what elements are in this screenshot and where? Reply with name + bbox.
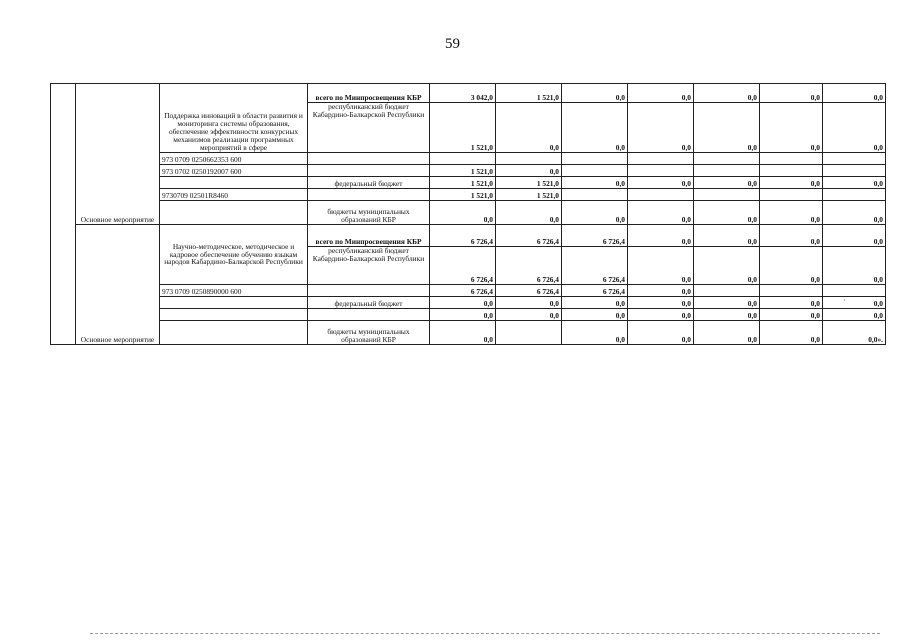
value-cell: 0,0	[496, 103, 562, 153]
funding-source	[308, 165, 430, 177]
value-cell: 0,0	[430, 321, 496, 345]
value-cell: 0,0	[562, 321, 628, 345]
value-cell: 0,0	[562, 297, 628, 309]
value-cell: 0,0	[823, 225, 886, 247]
value-cell	[760, 165, 823, 177]
value-cell: 0,0	[628, 225, 694, 247]
value-cell: 0,0	[823, 177, 886, 189]
block-label: Основное мероприятие	[76, 225, 160, 345]
block-description: Научно-методическое, методическое и кадровое обеспечение обучению языкам народов Кабардино-Балкарской Республики	[160, 225, 308, 285]
budget-code: 9730709 02501R8460	[160, 189, 308, 201]
value-cell	[823, 153, 886, 165]
value-cell: 0,0	[562, 177, 628, 189]
value-cell: 0,0	[694, 103, 760, 153]
value-cell: 0,0	[760, 297, 823, 309]
value-cell: 0,0	[496, 165, 562, 177]
value-cell: 0,0	[760, 321, 823, 345]
value-cell: 0,0	[628, 177, 694, 189]
budget-code-empty	[160, 201, 308, 225]
value-cell: 0,0	[694, 84, 760, 103]
value-cell	[628, 189, 694, 201]
budget-code-empty	[160, 297, 308, 309]
value-cell: 0,0	[496, 297, 562, 309]
table-row	[51, 285, 886, 297]
value-cell: 0,0	[628, 103, 694, 153]
funding-source: федеральный бюджет	[308, 297, 430, 309]
value-cell: 0,0	[562, 201, 628, 225]
value-cell	[823, 189, 886, 201]
value-cell: 0,0	[760, 309, 823, 321]
table-row	[51, 189, 886, 201]
funding-source	[308, 153, 430, 165]
table-row	[51, 165, 886, 177]
value-cell: 6 726,4	[430, 285, 496, 297]
table-row	[51, 309, 886, 321]
value-cell: 0,0	[562, 84, 628, 103]
value-cell: 6 726,4	[496, 225, 562, 247]
funding-source: бюджеты муниципальных образований КБР	[308, 321, 430, 345]
table-row	[51, 321, 886, 345]
value-cell: 0,0	[628, 321, 694, 345]
stray-mark: ·	[843, 296, 846, 305]
value-cell: 1 521,0	[496, 84, 562, 103]
value-cell: 0,0	[760, 103, 823, 153]
value-cell	[496, 153, 562, 165]
value-cell: 0,0».	[823, 321, 886, 345]
value-cell: 0,0	[562, 103, 628, 153]
value-cell: 6 726,4	[430, 247, 496, 285]
value-cell: 0,0	[694, 225, 760, 247]
value-cell: 6 726,4	[562, 285, 628, 297]
value-cell: 3 042,0	[430, 84, 496, 103]
value-cell: 0,0	[823, 309, 886, 321]
value-cell: 6 726,4	[562, 247, 628, 285]
value-cell: 0,0	[760, 201, 823, 225]
value-cell	[430, 153, 496, 165]
funding-source: республиканский бюджет Кабардино-Балкарской Республики	[308, 247, 430, 285]
value-cell: 0,0	[628, 201, 694, 225]
value-cell: 1 521,0	[430, 165, 496, 177]
value-cell: 0,0	[760, 225, 823, 247]
budget-code: 973 0709 0250890000 600	[160, 285, 308, 297]
value-cell	[694, 165, 760, 177]
funding-source	[308, 309, 430, 321]
budget-code-empty	[160, 177, 308, 189]
value-cell: 0,0	[562, 309, 628, 321]
value-cell: 0,0	[496, 201, 562, 225]
value-cell: 1 521,0	[430, 177, 496, 189]
value-cell: 1 521,0	[496, 189, 562, 201]
value-cell	[694, 285, 760, 297]
funding-source: республиканский бюджет Кабардино-Балкарской Республики	[308, 103, 430, 153]
value-cell: 0,0	[823, 84, 886, 103]
table-row	[51, 177, 886, 189]
budget-code-empty	[160, 321, 308, 345]
value-cell: 0,0	[628, 297, 694, 309]
value-cell	[628, 153, 694, 165]
value-cell: 0,0	[760, 84, 823, 103]
funding-source	[308, 285, 430, 297]
value-cell: 1 521,0	[496, 177, 562, 189]
value-cell: 6 726,4	[430, 225, 496, 247]
value-cell: 0,0	[694, 177, 760, 189]
funding-source: федеральный бюджет	[308, 177, 430, 189]
table-row	[51, 84, 886, 103]
value-cell: 0,0	[694, 321, 760, 345]
value-cell: 0,0	[628, 309, 694, 321]
budget-table	[50, 83, 886, 345]
table-row	[51, 225, 886, 247]
value-cell: 0,0	[823, 201, 886, 225]
value-cell: 0,0	[628, 285, 694, 297]
value-cell: 0,0	[694, 201, 760, 225]
value-cell	[760, 189, 823, 201]
value-cell	[694, 153, 760, 165]
value-cell: 6 726,4	[496, 285, 562, 297]
funding-source: всего по Минпросвещения КБР	[308, 84, 430, 103]
budget-code: 973 0709 0250662353 600	[160, 153, 308, 165]
value-cell: 1 521,0	[430, 189, 496, 201]
number-cell	[51, 84, 76, 345]
budget-code: 973 0702 0250192007 600	[160, 165, 308, 177]
value-cell	[628, 165, 694, 177]
value-cell: 0,0	[430, 309, 496, 321]
funding-source: бюджеты муниципальных образований КБР	[308, 201, 430, 225]
value-cell	[496, 321, 562, 345]
value-cell	[694, 189, 760, 201]
footer-rule	[90, 633, 880, 636]
value-cell	[823, 285, 886, 297]
value-cell: 6 726,4	[496, 247, 562, 285]
table-row	[51, 201, 886, 225]
value-cell	[562, 165, 628, 177]
value-cell: 0,0	[760, 177, 823, 189]
value-cell: 0,0	[823, 297, 886, 309]
funding-source: всего по Минпросвещения КБР	[308, 225, 430, 247]
value-cell: 0,0	[760, 247, 823, 285]
page-number: 59	[445, 36, 460, 52]
value-cell: 6 726,4	[562, 225, 628, 247]
value-cell	[760, 153, 823, 165]
value-cell: 0,0	[430, 201, 496, 225]
value-cell: 0,0	[628, 84, 694, 103]
block-label: Основное мероприятие	[76, 84, 160, 225]
value-cell: 0,0	[694, 309, 760, 321]
value-cell: 0,0	[496, 309, 562, 321]
funding-source	[308, 189, 430, 201]
value-cell: 0,0	[823, 103, 886, 153]
value-cell: 0,0	[628, 247, 694, 285]
block-description: Поддержка инноваций в области развития и мониторинга системы образования, обеспечение эффективности конкурсных механизмов реализации программных мероприятий в сфере	[160, 84, 308, 153]
value-cell	[760, 285, 823, 297]
value-cell	[823, 165, 886, 177]
table-row	[51, 153, 886, 165]
value-cell: 0,0	[694, 297, 760, 309]
value-cell: 1 521,0	[430, 103, 496, 153]
value-cell	[562, 189, 628, 201]
value-cell: 0,0	[430, 297, 496, 309]
value-cell: 0,0	[823, 247, 886, 285]
value-cell: 0,0	[694, 247, 760, 285]
table-row	[51, 297, 886, 309]
value-cell	[562, 153, 628, 165]
budget-code-empty	[160, 309, 308, 321]
